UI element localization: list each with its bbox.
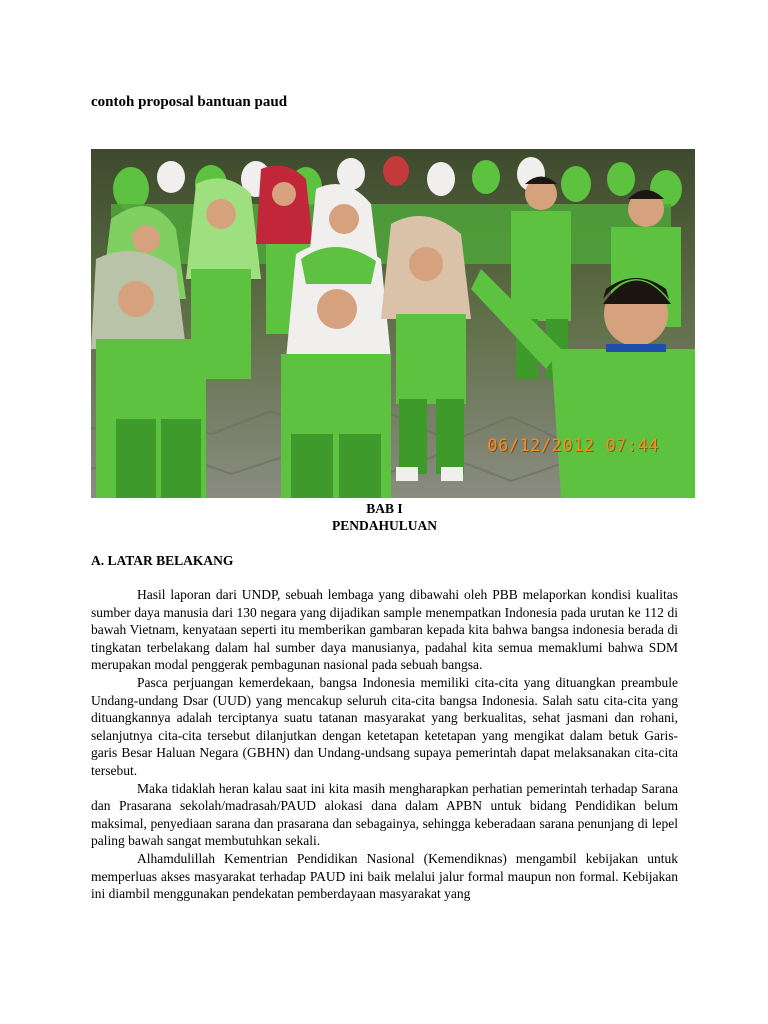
paragraph: Maka tidaklah heran kalau saat ini kita masih mengharapkan perhatian pemerintah terhadap Sarana dan Prasarana sekolah/madrasah/PAUD alokasi dana dalam APBN untuk bidang Pendidikan belum maksimal, penyediaan sarana dan prasarana dan sebagainya, sehingga keberadaan sarana penunjang di lepel paling bawah sangat membutuhkan sekali. — [91, 780, 678, 849]
document-title: contoh proposal bantuan paud — [91, 94, 288, 110]
paragraph: Hasil laporan dari UNDP, sebuah lembaga yang dibawahi oleh PBB melaporkan kondisi kualitas sumber daya manusia dari 130 negara yang dijadikan sample menempatkan Indonesia pada urutan ke 112 di bawah Vietnam, kenyataan seperti itu memberikan gambaran kepada kita bahwa bangsa indonesia berada di tingkatan terbelakang dalam hal sumber daya manusianya, padahal kita semua memaklumi bahwa SDM merupakan modal penggerak pembagunan nasional pada sebuah bangsa. — [91, 587, 678, 673]
chapter-heading — [91, 500, 678, 534]
chapter-name: PENDAHULUAN — [331, 518, 437, 533]
body-text — [91, 586, 678, 903]
children-exercise-photo — [91, 149, 695, 498]
paragraph: Pasca perjuangan kemerdekaan, bangsa Indonesia memiliki cita-cita yang dituangkan preambule Undang-undang Dsar (UUD) yang mencakup seluruh cita-cita bangsa Indonesia. Salah satu cita-cita yang dituangkannya adalah terciptanya suatu tatanan masyarakat yang berkualitas, sehat jasmani dan rohani, selanjutnya cita-cita tersebut dilanjutkan dengan ketetapan ketetapan yang mengikat dalam betuk Garis-garis Besar Haluan Negara (GBHN) dan Undang-undsang supaya pemerintah dapat melaksanakan cita-cita tersebut. — [91, 674, 678, 778]
paragraph: Alhamdulillah Kementrian Pendidikan Nasional (Kemendiknas) mengambil kebijakan untuk memperluas akses masyarakat terhadap PAUD ini baik melalui jalur formal maupun non formal. Kebijakan ini diambil menggunakan pendekatan pemberdayaan masyarakat yang — [91, 850, 678, 902]
chapter-number: BAB I — [366, 501, 403, 516]
section-heading: A. LATAR BELAKANG — [91, 553, 234, 568]
photo-timestamp: 06/12/2012 07:44 — [487, 436, 659, 456]
